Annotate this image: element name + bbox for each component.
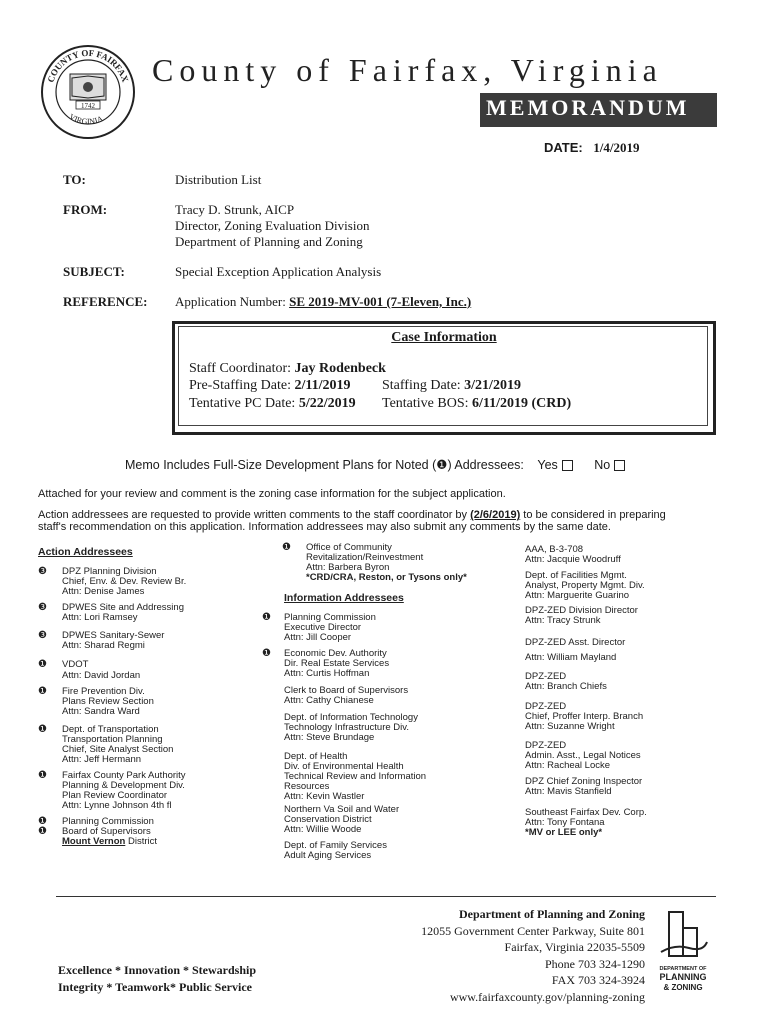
pc-value: 5/22/2019 (298, 396, 356, 411)
to-label: TO: (63, 172, 86, 187)
addressee-line: DPZ-ZED (525, 671, 567, 682)
footer-website[interactable]: www.fairfaxcounty.gov/planning-zoning (449, 989, 645, 1004)
yes-checkbox[interactable] (562, 460, 573, 471)
addressee-line: Attn: Marguerite Guarino (525, 590, 630, 601)
addressee-item (262, 613, 376, 643)
addressee-note: *MV or LEE only* (525, 827, 603, 838)
addressee-item (38, 817, 157, 847)
addressee-line: Attn: David Jordan (62, 670, 141, 681)
motto-line: Excellence * Innovation * Stewardship (58, 963, 257, 977)
information-addressees-heading: Information Addressees (284, 592, 404, 604)
staff-coordinator-label: Staff Coordinator: (189, 361, 295, 376)
addressee-item (38, 687, 154, 717)
addressee-line: Attn: Mavis Stanfield (525, 786, 612, 797)
addressee-item (38, 725, 173, 765)
addressee-item (262, 649, 389, 679)
addressee-item (525, 606, 638, 626)
addressee-item (284, 841, 387, 861)
footer-dept: Department of Planning and Zoning (458, 907, 645, 921)
addressee-line: Resources (284, 781, 330, 792)
addressee-line: Attn: Sandra Ward (62, 706, 140, 717)
footer-fax: FAX 703 324-3924 (551, 973, 645, 988)
addressee-line: Dept. of Information Technology (284, 712, 418, 723)
footer-phone: Phone 703 324-1290 (545, 956, 645, 971)
reference-label: REFERENCE: (63, 294, 148, 309)
reference-line (175, 294, 471, 310)
footer-motto (58, 962, 256, 996)
addressee-line: Chief, Site Analyst Section (62, 744, 174, 755)
motto-line: Integrity * Teamwork* Public Service (58, 980, 252, 994)
memorandum-label: MEMORANDUM (486, 95, 690, 120)
bos-value: 6/11/2019 (CRD) (472, 396, 572, 411)
addressee-line: Attn: Lori Ramsey (62, 612, 138, 623)
addressee-line: Attn: Steve Brundage (284, 732, 375, 743)
addressee-line: DPZ-ZED (525, 701, 567, 712)
addressee-line: Southeast Fairfax Dev. Corp. (525, 807, 647, 818)
addressee-line: Planning Commission (62, 816, 154, 827)
addressee-line: Attn: Denise James (62, 586, 145, 597)
addressee-line: Adult Aging Services (284, 850, 372, 861)
addressee-item (525, 741, 641, 771)
addressee-item (525, 702, 643, 732)
addressee-line: Board of Supervisors (62, 826, 151, 837)
pc-label: Tentative PC Date: (189, 396, 299, 411)
staffing-value: 3/21/2019 (464, 378, 521, 393)
district-name: Mount Vernon (62, 836, 126, 847)
addressee-line: Office of Community (306, 542, 392, 553)
footer-address-line: 12055 Government Center Parkway, Suite 801 (421, 923, 645, 938)
addressee-line: Executive Director (284, 622, 362, 633)
addressee-line: Plans Review Section (62, 696, 154, 707)
addressee-item (525, 672, 607, 692)
from-label: FROM: (63, 202, 108, 217)
addressee-line: Planning & Development Div. (62, 780, 185, 791)
addressee-bullet: ❶ ❶ (38, 816, 47, 837)
svg-text:VIRGINIA (68, 112, 105, 126)
addressee-line: Attn: Cathy Chianese (284, 695, 374, 706)
addressee-bullet: ❸ (38, 566, 47, 577)
county-title: County of Fairfax, Virginia (152, 52, 663, 88)
pc-date (189, 396, 356, 412)
reference-prefix: Application Number: (175, 294, 290, 309)
addressee-line: Dept. of Health (284, 751, 348, 762)
prestaffing-date (189, 378, 351, 394)
addressee-bullet: ❸ (38, 602, 47, 613)
footer-divider (56, 896, 716, 897)
addressee-bullet: ❶ (38, 724, 47, 735)
addressee-line: Dept. of Transportation (62, 724, 159, 735)
addressee-line: Attn: Jacquie Woodruff (525, 554, 621, 565)
addressee-line: DPZ-ZED (525, 740, 567, 751)
addressee-line: Attn: Curtis Hoffman (284, 668, 370, 679)
addressee-line: Technology Infrastructure Div. (284, 722, 409, 733)
from-line: Tracy D. Strunk, AICP (175, 202, 295, 217)
intro-line-3: staff's recommendation on this application. Information addressees may also submit any comments by the same date. (38, 521, 611, 533)
addressee-line: Attn: Lynne Johnson 4th fl (62, 800, 172, 811)
addressee-line: Attn: Kevin Wastler (284, 791, 365, 802)
addressee-item (38, 631, 164, 651)
date-line (544, 139, 639, 157)
no-label: No (594, 458, 611, 472)
addressee-line: DPWES Sanitary-Sewer (62, 630, 165, 641)
addressee-line: Attn: Tony Fontana (525, 817, 605, 828)
from-line: Director, Zoning Evaluation Division (175, 218, 370, 233)
addressee-line: Transportation Planning (62, 734, 163, 745)
addressee-line: Clerk to Board of Supervisors (284, 685, 409, 696)
addressee-line: Chief, Proffer Interp. Branch (525, 711, 644, 722)
addressee-item (525, 638, 625, 663)
staffing-date (382, 378, 521, 394)
intro-line-2-pre: Action addressees are requested to provide written comments to the staff coordinator by (38, 509, 471, 521)
addressee-line: Attn: Suzanne Wright (525, 721, 615, 732)
addressee-line: Attn: Branch Chiefs (525, 681, 607, 692)
addressee-line: DPZ-ZED Division Director (525, 605, 638, 616)
county-seal (38, 44, 138, 140)
from-block (175, 202, 369, 250)
seal-text-top: COUNTY OF FAIRFAX (45, 47, 131, 84)
logo-text-top: DEPARTMENT OF (659, 966, 707, 972)
addressee-item (38, 660, 140, 681)
intro-line-1: Attached for your review and comment is the zoning case information for the subject application. (38, 488, 506, 500)
addressee-line: Planning Commission (284, 612, 376, 623)
staff-coordinator-value: Jay Rodenbeck (294, 361, 386, 376)
addressee-note: *CRD/CRA, Reston, or Tysons only* (306, 572, 467, 583)
addressee-line: Chief, Env. & Dev. Review Br. (62, 576, 187, 587)
addressee-bullet: ❶ (262, 612, 271, 623)
bos-label: Tentative BOS: (382, 396, 473, 411)
date-label: DATE: (544, 140, 583, 155)
addressee-line: Economic Dev. Authority (284, 648, 387, 659)
addressee-line: DPZ Planning Division (62, 566, 157, 577)
no-checkbox[interactable] (614, 460, 625, 471)
addressee-line: Conservation District (284, 814, 372, 825)
addressee-item (38, 603, 184, 623)
addressee-bullet: ❸ (38, 630, 47, 641)
memo-plans-text: Memo Includes Full-Size Development Plans for Noted (❶) Addressees: (125, 458, 524, 472)
addressee-line: DPZ Chief Zoning Inspector (525, 776, 643, 787)
addressee-line: Attn: Willie Woode (284, 824, 362, 835)
subject-value: Special Exception Application Analysis (175, 264, 382, 279)
prestaffing-label: Pre-Staffing Date: (189, 378, 295, 393)
seal-year: 1742 (81, 102, 95, 110)
addressee-item (284, 752, 426, 802)
addressee-line: Plan Review Coordinator (62, 790, 168, 801)
addressee-bullet: ❶ (38, 770, 47, 781)
addressee-item (525, 545, 621, 565)
addressee-item (284, 713, 418, 743)
addressee-item (284, 686, 408, 706)
addressee-item (525, 571, 645, 601)
reference-value: SE 2019-MV-001 (7-Eleven, Inc.) (289, 294, 472, 309)
logo-text-bot: & ZONING (663, 983, 703, 992)
addressee-line: AAA, B-3-708 (525, 544, 584, 555)
addressee-line: Attn: Sharad Regmi (62, 640, 145, 651)
addressee-bullet: ❶ (38, 659, 47, 670)
addressee-item (38, 567, 186, 597)
from-line: Department of Planning and Zoning (175, 234, 363, 249)
staffing-label: Staffing Date: (382, 378, 465, 393)
bos-date (382, 396, 571, 412)
footer-address-line: Fairfax, Virginia 22035-5509 (504, 940, 645, 955)
addressee-bullet: ❶ (262, 648, 271, 659)
addressee-line: Technical Review and Information (284, 771, 427, 782)
dpz-logo (655, 908, 711, 994)
addressee-line: Analyst, Property Mgmt. Div. (525, 580, 645, 591)
addressee-line: Dept. of Facilities Mgmt. (525, 570, 627, 581)
date-value: 1/4/2019 (593, 140, 640, 155)
comment-due-date: (2/6/2019) (470, 509, 521, 521)
case-info-title: Case Information (391, 330, 497, 345)
staff-coordinator (189, 361, 386, 377)
addressee-item (525, 777, 642, 797)
intro-paragraph (38, 509, 728, 533)
intro-line-2-post: to be considered in preparing (520, 509, 666, 521)
addressee-line: Northern Va Soil and Water (284, 804, 400, 815)
addressee-item (38, 771, 186, 811)
addressee-line: Attn: Racheal Locke (525, 760, 611, 771)
seal-text-bottom: VIRGINIA (67, 111, 105, 127)
addressee-item (284, 805, 399, 835)
addressee-line: Admin. Asst., Legal Notices (525, 750, 641, 761)
addressee-line: Attn: Jill Cooper (284, 632, 352, 643)
district-suffix: District (125, 836, 157, 847)
addressee-item (525, 808, 647, 838)
addressee-line: Revitalization/Reinvestment (306, 552, 424, 563)
addressee-line: Attn: Barbera Byron (306, 562, 390, 573)
to-value: Distribution List (175, 172, 262, 187)
yes-label: Yes (537, 458, 558, 472)
addressee-line: DPWES Site and Addressing (62, 602, 184, 613)
addressee-line: VDOT (62, 659, 89, 670)
prestaffing-value: 2/11/2019 (294, 378, 351, 393)
addressee-line: Dir. Real Estate Services (284, 658, 390, 669)
addressee-line: Attn: William Mayland (525, 652, 617, 663)
footer-address (421, 906, 645, 1006)
memo-plans-line (125, 457, 625, 472)
action-addressees-heading: Action Addressees (38, 546, 133, 558)
addressee-line: Div. of Environmental Health (284, 761, 404, 772)
logo-text-mid: PLANNING (659, 972, 707, 982)
addressee-line: Attn: Tracy Strunk (525, 615, 601, 626)
addressee-line: Fairfax County Park Authority (62, 770, 186, 781)
addressee-line: DPZ-ZED Asst. Director (525, 637, 626, 648)
addressee-bullet: ❶ (282, 542, 291, 553)
addressee-bullet: ❶ (38, 686, 47, 697)
subject-label: SUBJECT: (63, 264, 125, 279)
addressee-line: Dept. of Family Services (284, 840, 387, 851)
addressee-line: Fire Prevention Div. (62, 686, 145, 697)
addressee-item (282, 543, 467, 583)
addressee-line: Attn: Jeff Hermann (62, 754, 142, 765)
